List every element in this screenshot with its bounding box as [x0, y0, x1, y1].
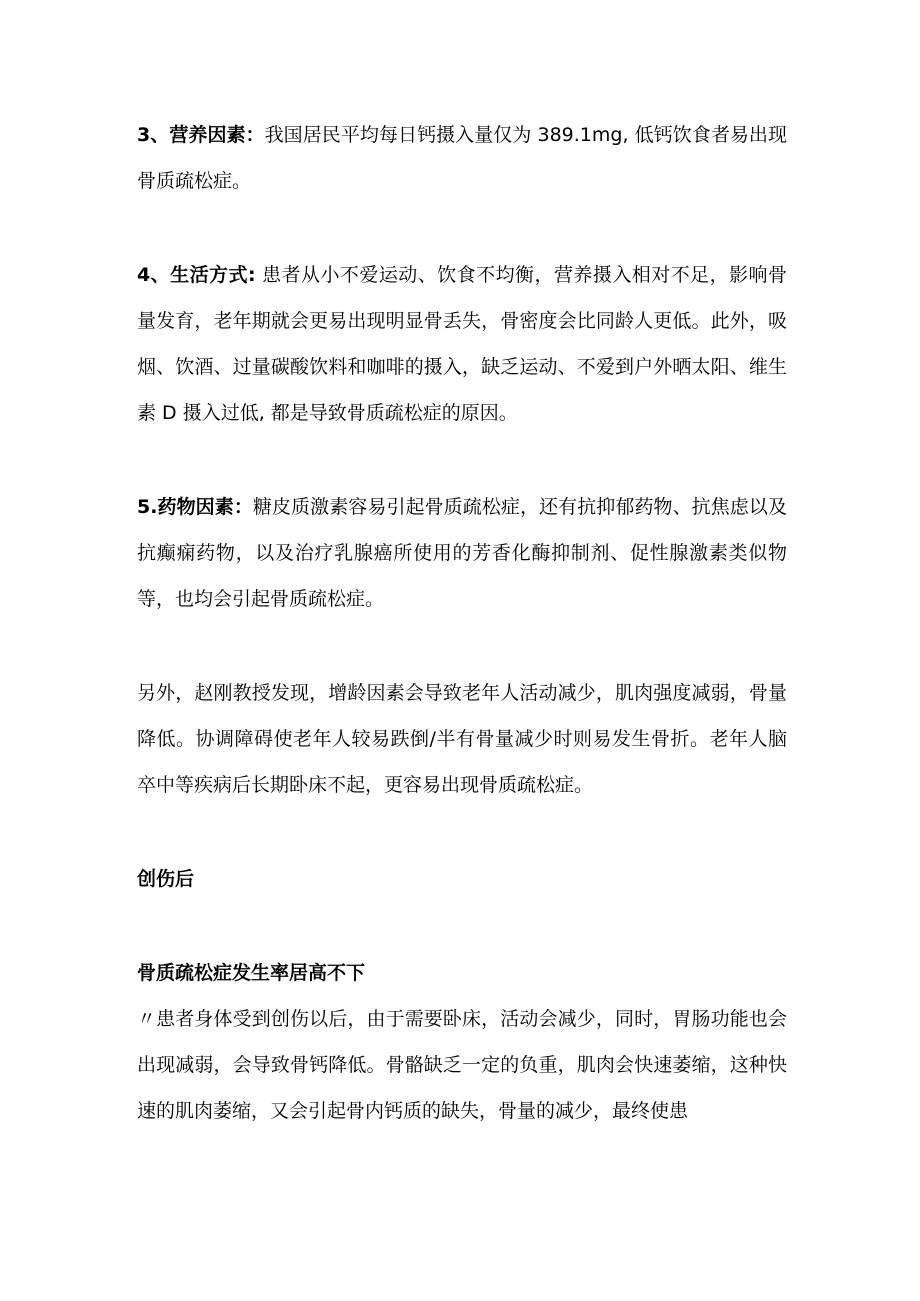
paragraph-lifestyle: [137, 252, 787, 436]
paragraph-text: 我国居民平均每日钙摄入量仅为 389.1mg, 低钙饮食者易出现骨质疏松症。: [137, 124, 787, 192]
paragraph-aging: [137, 670, 787, 808]
spacer: [137, 622, 787, 670]
section-heading-incidence: 骨质疏松症发生率居高不下: [137, 962, 366, 984]
paragraph-medication: [137, 484, 787, 622]
section-heading-trauma: 创伤后: [137, 868, 195, 890]
paragraph-nutrition: [137, 112, 787, 204]
paragraph-text: 〃患者身体受到创伤以后，由于需要卧床，活动会减少，同时，胃肠功能也会出现减弱，会导致骨钙降低。骨骼缺乏一定的负重，肌肉会快速萎缩，这种快速的肌肉萎缩，又会引起骨内钙质的缺失，骨量的减少，最终使患: [137, 1008, 787, 1122]
spacer: [137, 204, 787, 252]
paragraph-label: 3、营养因素：: [137, 124, 265, 146]
spacer: [137, 436, 787, 484]
paragraph-label: 4、生活方式:: [137, 264, 256, 286]
paragraph-text: 患者从小不爱运动、饮食不均衡，营养摄入相对不足，影响骨量发育，老年期就会更易出现明显骨丢失，骨密度会比同龄人更低。此外，吸烟、饮酒、过量碳酸饮料和咖啡的摄入，缺乏运动、不爱到户外晒太阳、维生素 D 摄入过低, 都是导致骨质疏松症的原因。: [137, 264, 787, 424]
document-body: [137, 112, 787, 1134]
paragraph-text: 另外，赵刚教授发现，增龄因素会导致老年人活动减少，肌肉强度减弱，骨量降低。协调障碍使老年人较易跌倒/半有骨量减少时则易发生骨折。老年人脑卒中等疾病后长期卧床不起，更容易出现骨质疏松症。: [137, 682, 787, 796]
spacer: [137, 902, 787, 950]
paragraph-label: 5.药物因素：: [137, 496, 253, 518]
paragraph-trauma: [137, 996, 787, 1134]
spacer: [137, 808, 787, 856]
paragraph-text: 糖皮质激素容易引起骨质疏松症，还有抗抑郁药物、抗焦虑以及抗癫痫药物，以及治疗乳腺癌所使用的芳香化酶抑制剂、促性腺激素类似物等，也均会引起骨质疏松症。: [137, 496, 787, 610]
